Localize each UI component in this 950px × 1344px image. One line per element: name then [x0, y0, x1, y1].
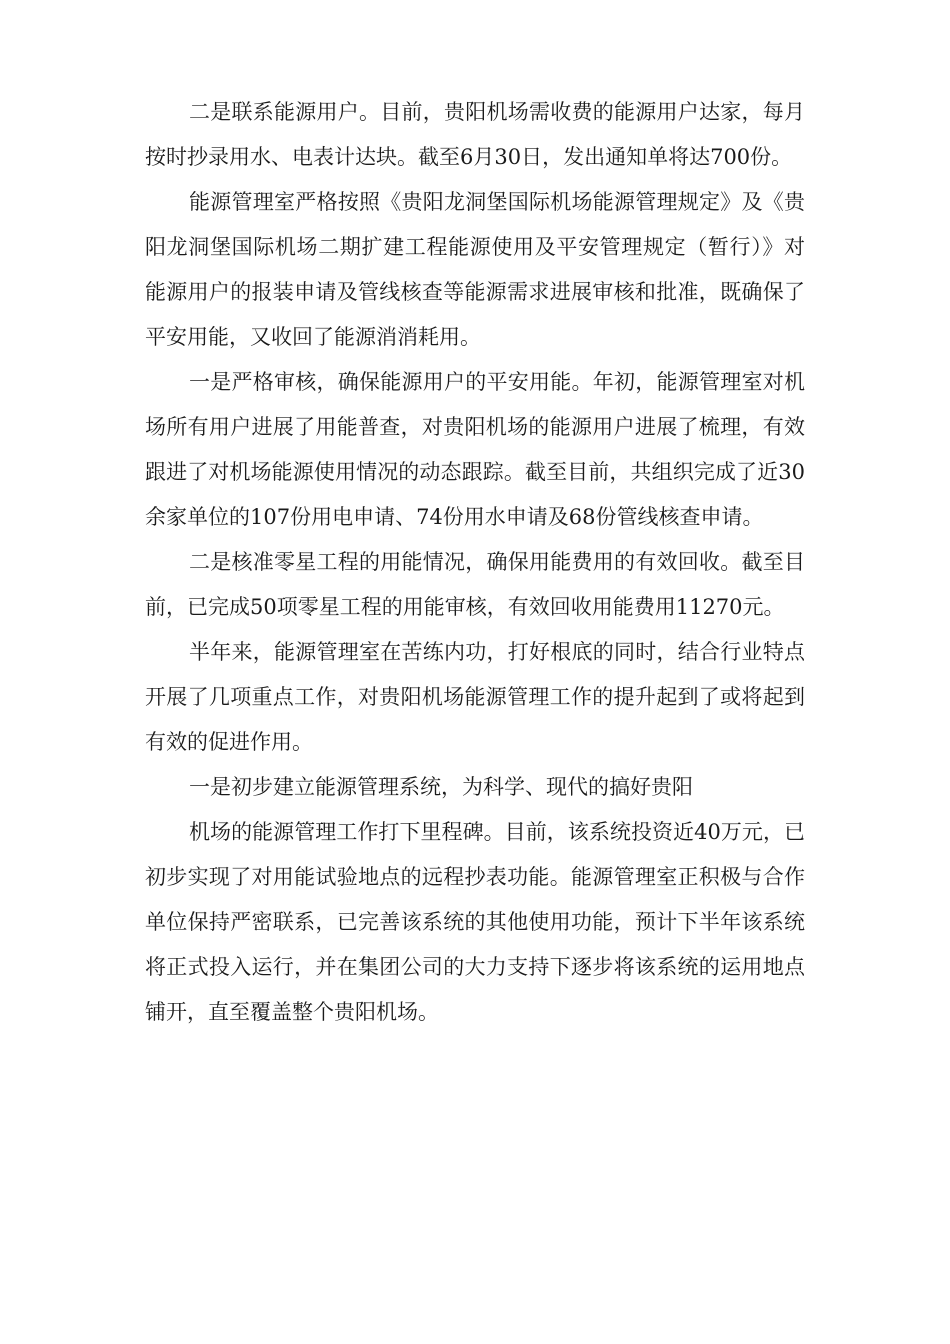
paragraph-system-details: 机场的能源管理工作打下里程碑。目前，该系统投资近40万元，已初步实现了对用能试验地点的远程抄表功能。能源管理室正积极与合作单位保持严密联系，已完善该系统的其他使用功能，预计下半年该系统将正式投入运行，并在集团公司的大力支持下逐步将该系统的运用地点铺开，直至覆盖整个贵阳机场。 — [145, 820, 805, 1024]
paragraph-contact-users: 二是联系能源用户。目前，贵阳机场需收费的能源用户达家，每月按时抄录用水、电表计达块。截至6月30日，发出通知单将达700份。 — [145, 100, 805, 169]
paragraph-regulations: 能源管理室严格按照《贵阳龙洞堡国际机场能源管理规定》及《贵阳龙洞堡国际机场二期扩建工程能源使用及平安管理规定（暂行）》对能源用户的报装申请及管线核查等能源需求进展审核和批准，既确保了平安用能，又收回了能源消消耗用。 — [145, 190, 805, 349]
paragraph-system-intro: 一是初步建立能源管理系统，为科学、现代的搞好贵阳 — [189, 775, 693, 799]
document-body — [145, 90, 805, 1035]
paragraph-minor-projects: 二是核准零星工程的用能情况，确保用能费用的有效回收。截至目前，已完成50项零星工程的用能审核，有效回收用能费用11270元。 — [145, 550, 805, 619]
paragraph-strict-review: 一是严格审核，确保能源用户的平安用能。年初，能源管理室对机场所有用户进展了用能普查，对贵阳机场的能源用户进展了梳理，有效跟进了对机场能源使用情况的动态跟踪。截至目前，共组织完成了近30余家单位的107份用电申请、74份用水申请及68份管线核查申请。 — [145, 370, 805, 529]
paragraph-half-year: 半年来，能源管理室在苦练内功，打好根底的同时，结合行业特点开展了几项重点工作，对贵阳机场能源管理工作的提升起到了或将起到有效的促进作用。 — [145, 640, 805, 754]
